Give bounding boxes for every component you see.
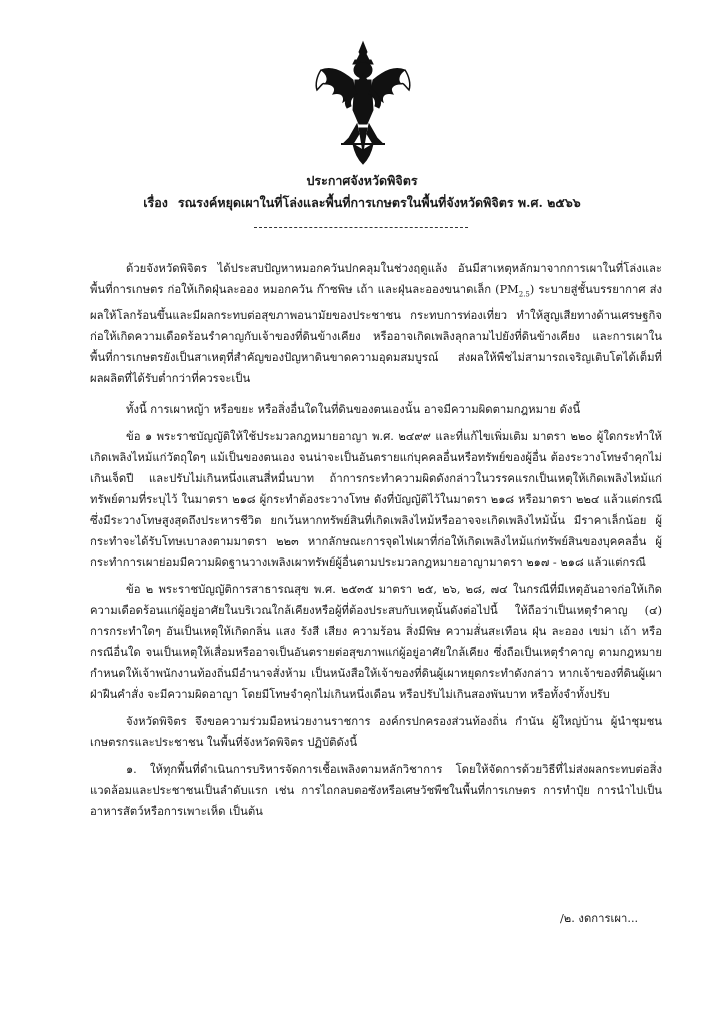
garuda-emblem-icon: [313, 40, 413, 168]
continuation-note: /๒. งดการเผา...: [560, 912, 639, 925]
paragraph-public-health-act: ข้อ ๒ พระราชบัญญัติการสาธารณสุข พ.ศ. ๒๕๓๕ มาตรา ๒๕, ๒๖, ๒๘, ๗๔ ในกรณีที่มีเหตุอันอาจก่อให้เกิดความเดือดร้อนแก่ผู้อยู่อาศัยในบริเวณใกล้เคียงหรือผู้ที่ต้องประสบกับเหตุนั้นดังต่อไปนี้ ให้ถือว่าเป็นเหตุรำคาญ (๔) การกระทำใดๆ อันเป็นเหตุให้เกิดกลิ่น แสง รังสี เสียง ความร้อน สิ่งมีพิษ ความสั่นสะเทือน ฝุ่น ละออง เขม่า เถ้า หรือกรณีอื่นใด จนเป็นเหตุให้เสื่อมหรืออาจเป็นอันตรายต่อสุขภาพแก่ผู้อยู่อาศัยใกล้เคียง ซึ่งถือเป็นเหตุรำคาญ ตามกฎหมายกำหนดให้เจ้าพนักงานท้องถิ่นมีอำนาจสั่งห้าม เป็นหนังสือให้เจ้าของที่ดินผู้เผาหยุดกระทำดังกล่าว หากเจ้าของที่ดินผู้เผาฝ่าฝืนคำสั่ง จะมีความผิดอาญา โดยมีโทษจำคุกไม่เกินหนึ่งเดือน หรือปรับไม่เกินสองพันบาท หรือทั้งจำทั้งปรับ: [90, 583, 662, 702]
announcement-subject: [0, 194, 724, 212]
subject-text: รณรงค์หยุดเผาในที่โล่งและพื้นที่การเกษตรในพื้นที่จังหวัดพิจิตร พ.ศ. ๒๕๖๖: [177, 195, 581, 210]
header-divider: [254, 227, 468, 228]
paragraph-request-cooperation: จังหวัดพิจิตร จึงขอความร่วมมือหน่วยงานราชการ องค์กรปกครองส่วนท้องถิ่น กำนัน ผู้ใหญ่บ้าน ผู้นำชุมชน เกษตรกรและประชาชน ในพื้นที่จังหวัดพิจิตร ปฏิบัติดังนี้: [90, 715, 662, 750]
pm-subscript: 2.5: [518, 290, 530, 299]
paragraph-legal-intro: ทั้งนี้ การเผาหญ้า หรือขยะ หรือสิ่งอื่นใดในที่ดินของตนเองนั้น อาจมีความผิดตามกฎหมาย ดังนี้: [126, 403, 581, 417]
announcement-title: ประกาศจังหวัดพิจิตร: [306, 173, 418, 188]
subject-label: เรื่อง: [143, 195, 168, 210]
paragraph-item-1: ๑. ให้ทุกพื้นที่ดำเนินการบริหารจัดการเชื้อเพลิงตามหลักวิชาการ โดยให้จัดการด้วยวิธีที่ไม่ส่งผลกระทบต่อสิ่งแวดล้อมและประชาชนเป็นลำดับแรก เช่น การไถกลบตอซังหรือเศษวัชพืชในพื้นที่การเกษตร การทำปุ๋ย การนำไปเป็นอาหารสัตว์หรือการเพาะเห็ด เป็นต้น: [90, 763, 662, 819]
paragraph-background: [90, 258, 662, 389]
paragraph-criminal-code: ข้อ ๑ พระราชบัญญัติให้ใช้ประมวลกฎหมายอาญา พ.ศ. ๒๔๙๙ และที่แก้ไขเพิ่มเติม มาตรา ๒๒๐ ผู้ใดกระทำให้เกิดเพลิงไหม้แก่วัตถุใดๆ แม้เป็นของตนเอง จนน่าจะเป็นอันตรายแก่บุคคลอื่นหรือทรัพย์ของผู้อื่น ต้องระวางโทษจำคุกไม่เกินเจ็ดปี และปรับไม่เกินหนึ่งแสนสี่หมื่นบาท ถ้าการกระทำความผิดดังกล่าวในวรรคแรกเป็นเหตุให้เกิดเพลิงไหม้แก่ทรัพย์ตามที่ระบุไว้ ในมาตรา ๒๑๘ ผู้กระทำต้องระวางโทษ ดังที่บัญญัติไว้ในมาตรา ๒๑๘ หรือมาตรา ๒๒๔ แล้วแต่กรณี ซึ่งมีระวางโทษสูงสุดถึงประหารชีวิต ยกเว้นหากทรัพย์สินที่เกิดเพลิงไหม้หรืออาจจะเกิดเพลิงไหม้นั้น มีราคาเล็กน้อย ผู้กระทำจะได้รับโทษเบาลงตามมาตรา ๒๒๓ หากลักษณะการจุดไฟเผาที่ก่อให้เกิดเพลิงไหม้แก่ทรัพย์สินของบุคคลอื่น ผู้กระทำการเผาย่อมมีความผิดฐานวางเพลิงเผาทรัพย์ผู้อื่นตามประมวลกฎหมายอาญามาตรา ๒๑๗ - ๒๑๘ แล้วแต่กรณี: [90, 430, 662, 570]
paragraph-background-text-b: ) ระบายสู่ชั้นบรรยากาศ ส่งผลให้โลกร้อนขึ้นและมีผลกระทบต่อสุขภาพอนามัยของประชาชน กระทบการท่องเที่ยว ทำให้สูญเสียทางด้านเศรษฐกิจ ก่อให้เกิดความเดือดร้อนรำคาญกับเจ้าของที่ดินข้างเคียง หรืออาจเกิดเพลิงลุกลามไปยังที่ดินข้างเคียง และการเผาในพื้นที่การเกษตรยังเป็นสาเหตุที่สำคัญของปัญหาดินขาดความอุดมสมบูรณ์ ส่งผลให้พืชไม่สามารถเจริญเติบโตได้เต็มที่ ผลผลิตที่ได้รับต่ำกว่าที่ควรจะเป็น: [90, 283, 662, 386]
announcement-body: [90, 258, 662, 828]
paragraph-background-text-a: ด้วยจังหวัดพิจิตร ได้ประสบปัญหาหมอกควันปกคลุมในช่วงฤดูแล้ง อันมีสาเหตุหลักมาจากการเผาในที่โล่งและพื้นที่การเกษตร ก่อให้เกิดฝุ่นละออง หมอกควัน ก๊าซพิษ เถ้า และฝุ่นละอองขนาดเล็ก (PM: [90, 262, 662, 296]
announcement-header: [0, 172, 724, 212]
